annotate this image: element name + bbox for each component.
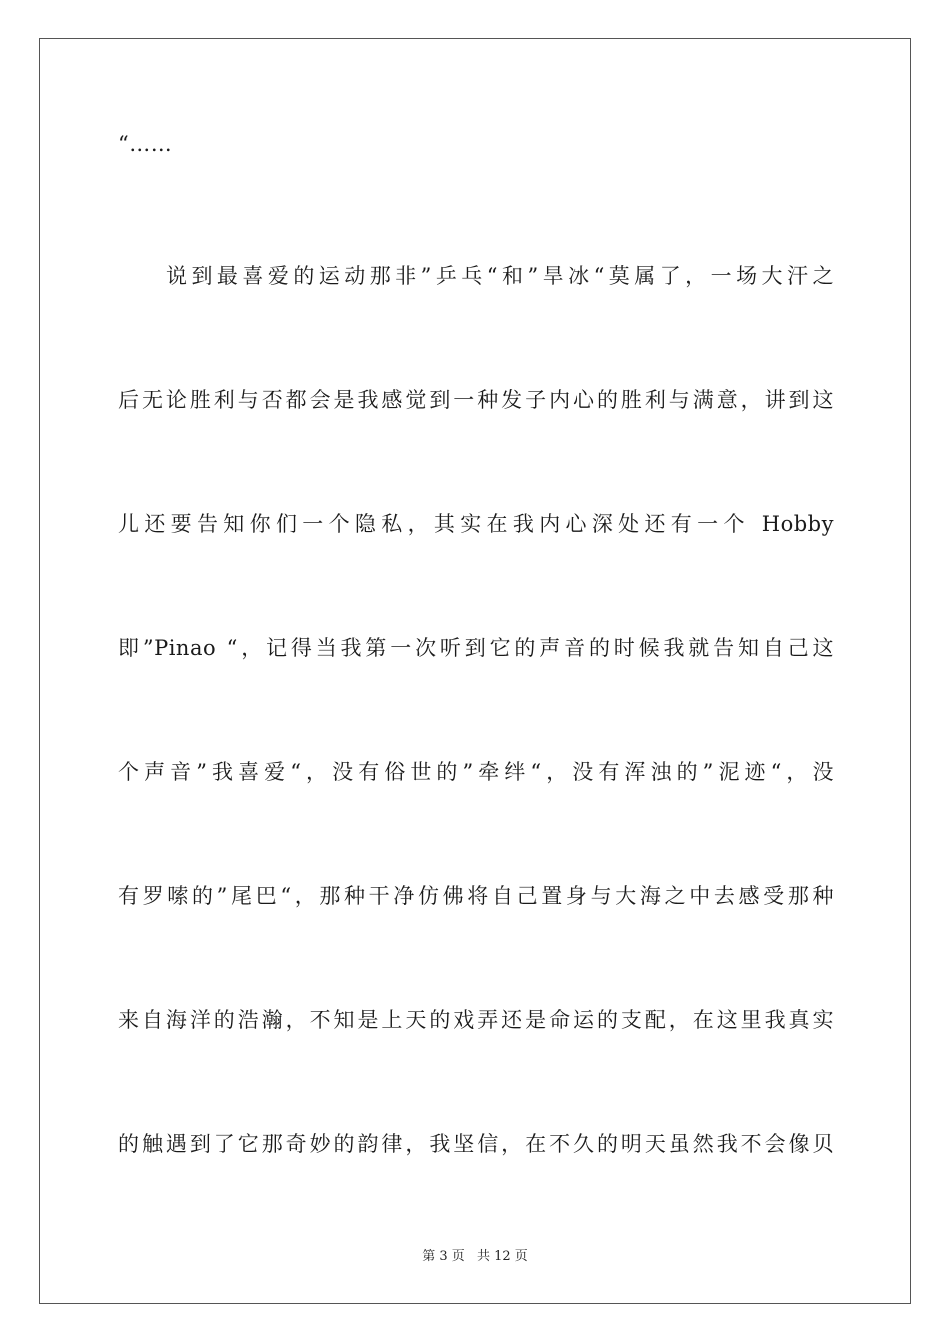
text-line-5: 即”Pinao “，记得当我第一次听到它的声音的时候我就告知自己这 — [118, 636, 834, 660]
text-line-1: “…… — [118, 132, 173, 156]
text-line-2: 说到最喜爱的运动那非”乒乓“和”旱冰“莫属了，一场大汗之 — [166, 264, 834, 288]
text-line-3: 后无论胜利与否都会是我感觉到一种发子内心的胜利与满意，讲到这 — [118, 388, 834, 412]
text-line-7: 有罗嗦的”尾巴“，那种干净仿佛将自己置身与大海之中去感受那种 — [118, 884, 834, 908]
text-line-9: 的触遇到了它那奇妙的韵律，我坚信，在不久的明天虽然我不会像贝 — [118, 1132, 834, 1156]
text-line-6: 个声音”我喜爱“，没有俗世的”牵绊“，没有浑浊的”泥迹“，没 — [118, 760, 834, 784]
text-line-8: 来自海洋的浩瀚，不知是上天的戏弄还是命运的支配，在这里我真实 — [118, 1008, 834, 1032]
page-number-total: 共 12 页 — [476, 1249, 528, 1264]
text-line-4: 儿还要告知你们一个隐私，其实在我内心深处还有一个 Hobby — [118, 512, 834, 536]
page-border — [39, 38, 911, 1304]
page-footer — [0, 1248, 950, 1266]
page-number-current: 第 3 页 — [422, 1249, 465, 1264]
